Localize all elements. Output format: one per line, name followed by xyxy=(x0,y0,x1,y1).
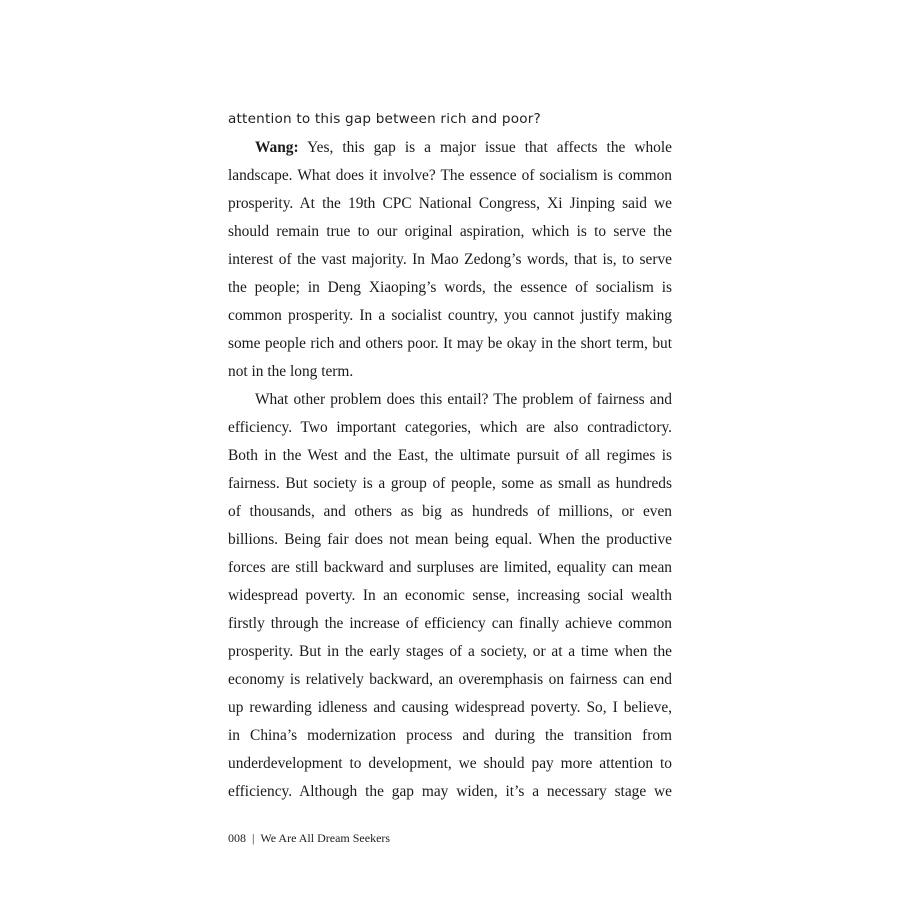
speaker-label: Wang: xyxy=(255,139,299,156)
text-line: What other problem does this entail? The problem of fairness and xyxy=(255,391,672,408)
text-line: the people; in Deng Xiaoping’s words, the essence of socialism is xyxy=(228,279,672,296)
text-line: efficiency. Two important categories, which are also contradictory. xyxy=(228,419,672,436)
text-line: underdevelopment to development, we should pay more attention to xyxy=(228,755,672,772)
text-line: of thousands, and others as big as hundreds of millions, or even xyxy=(228,503,672,520)
continued-question-line: attention to this gap between rich and poor? xyxy=(228,111,541,127)
text-line: landscape. What does it involve? The essence of socialism is common xyxy=(228,167,672,184)
text-line: forces are still backward and surpluses are limited, equality can mean xyxy=(228,559,672,576)
text-line: widespread poverty. In an economic sense, increasing social wealth xyxy=(228,587,672,604)
text-line: should remain true to our original aspiration, which is to serve the xyxy=(228,223,672,240)
text-line: up rewarding idleness and causing widespread poverty. So, I believe, xyxy=(228,699,672,716)
text-line: in China’s modernization process and during the transition from xyxy=(228,727,672,744)
text-line: prosperity. But in the early stages of a society, or at a time when the xyxy=(228,643,672,660)
page-footer xyxy=(228,831,390,846)
text-line: some people rich and others poor. It may be okay in the short term, but xyxy=(228,335,672,352)
page-body-text xyxy=(228,137,672,809)
text-line: common prosperity. In a socialist country, you cannot justify making xyxy=(228,307,672,324)
text-line: Both in the West and the East, the ultimate pursuit of all regimes is xyxy=(228,447,672,464)
text-line: efficiency. Although the gap may widen, it’s a necessary stage we xyxy=(228,783,672,800)
text-line: interest of the vast majority. In Mao Zedong’s words, that is, to serve xyxy=(228,251,672,268)
text-line: fairness. But society is a group of people, some as small as hundreds xyxy=(228,475,672,492)
text-line xyxy=(228,137,672,165)
text-line-content: Yes, this gap is a major issue that affects the whole xyxy=(298,139,672,156)
running-title: We Are All Dream Seekers xyxy=(260,831,391,845)
footer-separator: | xyxy=(252,831,255,845)
page-number: 008 xyxy=(228,831,246,845)
text-line: firstly through the increase of efficiency can finally achieve common xyxy=(228,615,672,632)
text-line: economy is relatively backward, an overemphasis on fairness can end xyxy=(228,671,672,688)
text-line: prosperity. At the 19th CPC National Congress, Xi Jinping said we xyxy=(228,195,672,212)
text-line: billions. Being fair does not mean being equal. When the productive xyxy=(228,531,672,548)
text-line: not in the long term. xyxy=(228,363,354,380)
